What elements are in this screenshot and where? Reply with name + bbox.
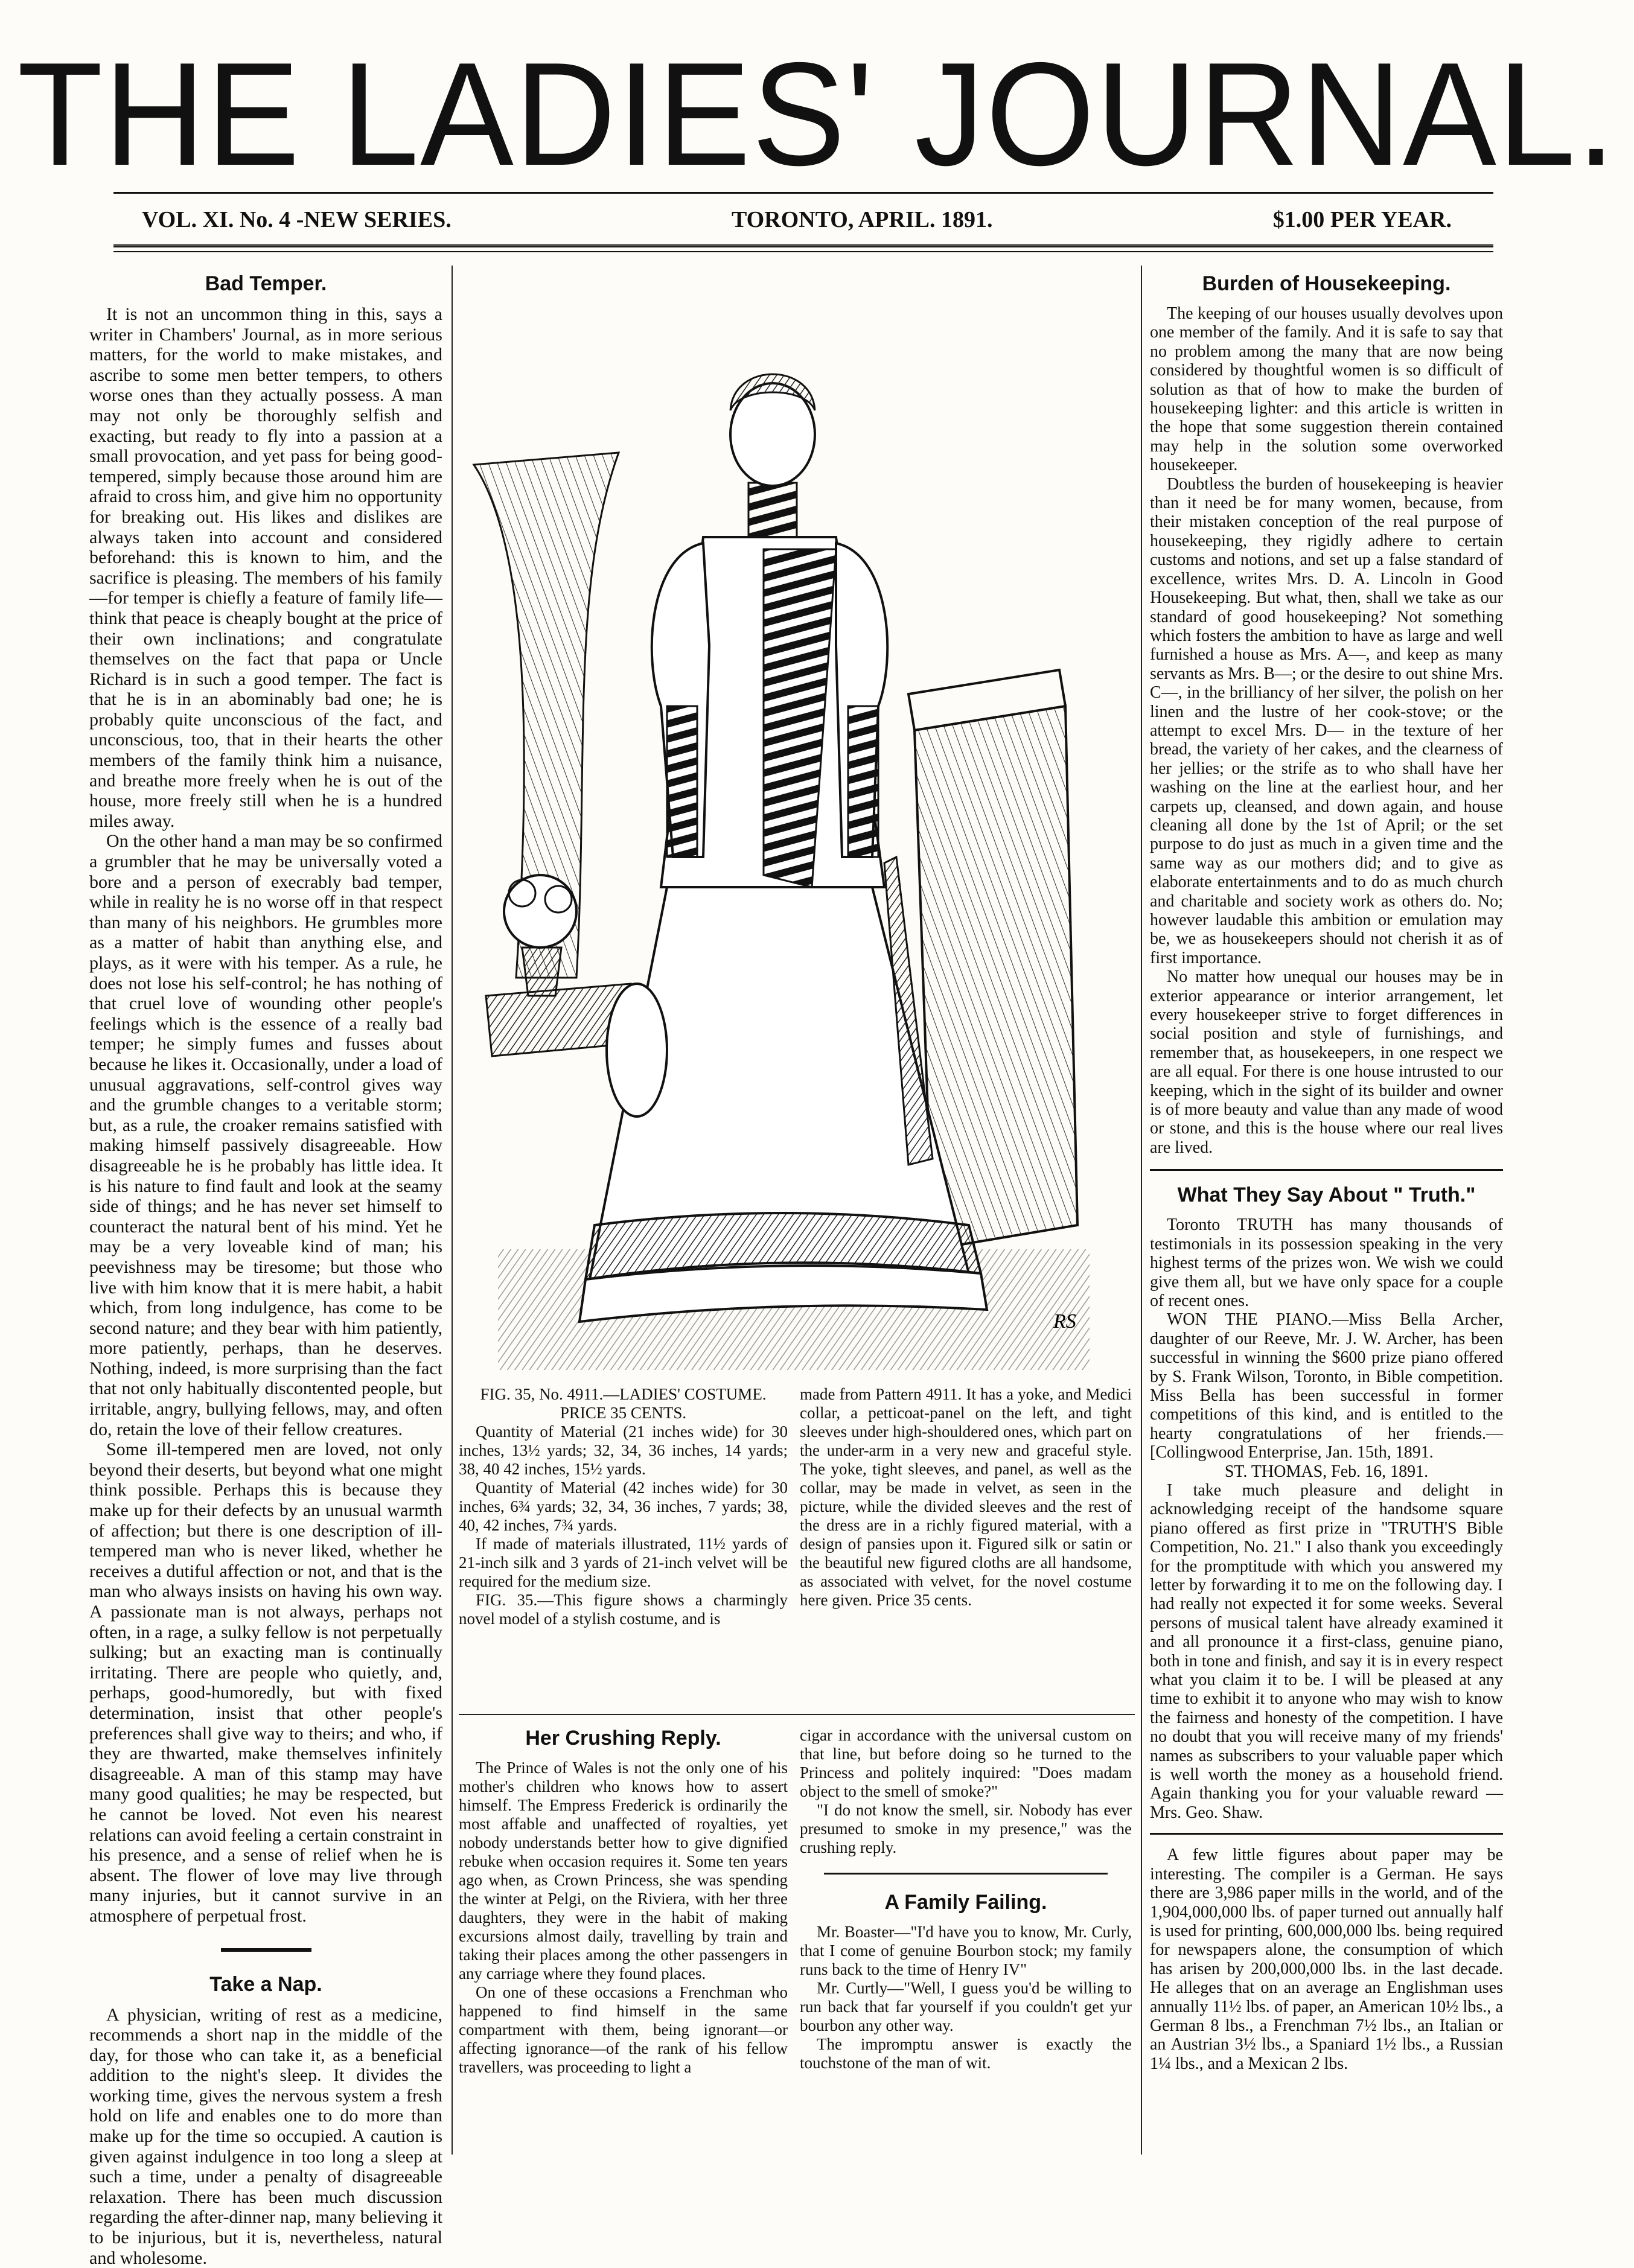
engraver-signature: RS [1053, 1310, 1076, 1333]
truth-paragraph-1: Toronto TRUTH has many thousands of testimonials in its possession speaking in the very highest terms of the prizes won. We wish we could give them all, but we have only space for a couple of recent ones. [1150, 1215, 1503, 1310]
bad-temper-heading: Bad Temper. [89, 272, 442, 296]
costume-engraving [450, 284, 1120, 1385]
place-date: TORONTO, APRIL. 1891. [732, 206, 993, 240]
figure-description-start: FIG. 35.—This figure shows a charmingly novel model of a stylish costume, and is [459, 1591, 788, 1628]
subscription-price: $1.00 PER YEAR. [1273, 206, 1452, 240]
material-quantity-2: Quantity of Material (42 inches wide) for 30 inches, 6¾ yards; 32, 34, 36 inches, 7 yards; 38, 40, 42 inches, 7¾ yards. [459, 1479, 788, 1535]
masthead-title: THE LADIES' JOURNAL. [0, 39, 1634, 191]
truth-letter: I take much pleasure and delight in acknowledging receipt of the handsome square piano offered as first prize in "TRUTH'S Bible Competition, No. 21." I also thank you exceedingly for the promptitude with which you answered my letter by forwarding it to me on the following day. I had really not expected it for some weeks. Several persons of musical talent have already examined it and all pronounce it a first-class, genuine piano, both in tone and finish, and say it is in every respect what you claim it to be. I will be pleased at any time to exhibit it to anyone who may wish to know the fairness and honesty of the competition. I have no doubt that you will receive many of my friends' names as subscribers to your valuable paper which is well worth the money as a household friend. Again thanking you for your valuable reward —Mrs. Geo. Shaw. [1150, 1481, 1503, 1822]
bad-temper-paragraph-1: It is not an uncommon thing in this, says a writer in Chambers' Journal, as in more serious matters, for the world to make mistakes, and ascribe to some men better tempers, to others worse ones than they actually possess. A man may not only be thoroughly selfish and exacting, but ready to fly into a passion at a small provocation, and yet pass for being good-tempered, simply because those around him are afraid to cross him, and give him no opportunity for breaking out. His likes and dislikes are always taken into account and considered beforehand: this is known to him, and the sacrifice is pleasing. The members of his family—for temper is chiefly a feature of family life—think that peace is cheaply bought at the price of their own inclinations; and congratulate themselves on the fact that papa or Uncle Richard is in such a good temper. The fact is that he is in an abominably bad one; he is probably quite unconscious of the fact, and unconscious, too, that in their hearts the other members of the family think him a nuisance, and breathe more freely when he is out of the house, more freely still when he is a hundred miles away. [89, 304, 442, 831]
crushing-reply-continued [800, 1726, 1132, 2072]
housekeeping-heading: Burden of Housekeeping. [1150, 272, 1503, 296]
volume-number: VOL. XI. No. 4 -NEW SERIES. [142, 206, 452, 240]
caption-column-2 [800, 1385, 1132, 1610]
crushing-reply-paragraph-1: The Prince of Wales is not the only one of his mother's children who knows how to assert himself. The Empress Frederick is ordinarily the most affable and unaffected of royalties, yet nobody understands better how to give dignified rebuke when occasion requires it. Some ten years ago when, as Crown Princess, she was spending the winter at Pelgi, on the Riviera, with her three daughters, they were in the habit of making excursions almost daily, travelling by train and taking their places among the other passengers in any carriage where they found places. [459, 1759, 788, 1983]
material-quantity-1: Quantity of Material (21 inches wide) for 30 inches, 13½ yards; 32, 34, 36 inches, 14 yards; 38, 40 42 inches, 15½ yards. [459, 1422, 788, 1479]
figure-description-end: made from Pattern 4911. It has a yoke, and Medici collar, a petticoat-panel on the left, and tight sleeves under high-shouldered ones, which part on the under-arm in a very new and graceful style. The yoke, tight sleeves, and panel, as well as the collar, may be made in velvet, as seen in the picture, while the divided sleeves and the rest of the dress are in a richly figured material, with a design of pansies upon it. Figured silk or satin or the beautiful new figured cloths are all handsome, as associated with velvet, for the novel costume here given. Price 35 cents. [800, 1385, 1132, 1610]
family-failing-paragraph-2: Mr. Curtly—"Well, I guess you'd be willing to run back that far yourself if you couldn't get yur bourbon any other way. [800, 1979, 1132, 2035]
crushing-reply-paragraph-3: cigar in accordance with the universal custom on that line, but before doing so he turned to the Princess and politely inquired: "Does madam object to the smell of smoke?" [800, 1726, 1132, 1801]
crushing-reply-paragraph-4: "I do not know the smell, sir. Nobody has ever presumed to smoke in my presence," was the crushing reply. [800, 1801, 1132, 1857]
header-rule [113, 244, 1493, 252]
housekeeping-paragraph-1: The keeping of our houses usually devolves upon one member of the family. And it is safe to say that no problem among the many that are now being considered by thoughtful women is so difficult of solution as that of how to make the burden of housekeeping lighter: and this article is written in the hope that some suggestion therein contained may help in the solution some overworked housekeeper. [1150, 304, 1503, 475]
truth-heading: What They Say About " Truth." [1150, 1183, 1503, 1207]
section-divider [1150, 1169, 1503, 1171]
paper-figures-paragraph: A few little figures about paper may be interesting. The compiler is a German. He says there are 3,986 paper mills in the world, and of the 1,904,000,000 lbs. of paper turned out annually half is used for printing, 600,000,000 lbs. being required for newspapers alone, the consumption of which has arisen by 200,000,000 lbs. in the last decade. He alleges that on an average an Englishman uses annually 11½ lbs. of paper, an American 10½ lbs., a German 8 lbs., a Frenchman 7½ lbs., an Italian or an Austrian 3½ lbs., a Spaniard 1½ lbs., a Russian 1¼ lbs., and a Mexican 2 lbs. [1150, 1846, 1503, 2073]
family-failing-paragraph-3: The impromptu answer is exactly the touchstone of the man of wit. [800, 2035, 1132, 2072]
top-rule [113, 192, 1493, 194]
bad-temper-paragraph-2: On the other hand a man may be so confirmed a grumbler that he may be universally voted a bore and a person of execrably bad temper, while in reality he is no worse off in that respect than many of his neighbors. He grumbles more as a matter of habit than anything else, and plays, as it were with his temper. As a rule, he does not lose his self-control; he has nothing of that cruel love of wounding other people's feelings which is the essence of a really bad temper; he simply fumes and fusses about because he likes it. Occasionally, under a load of unusual aggravations, self-control gives way and the grumble changes to a veritable storm; but, as a rule, the croaker remains satisfied with making himself passively disagreeable. How disagreeable he is he probably has little idea. It is his nature to find fault and look at the seamy side of things; and he has never set himself to counteract the natural bent of his mind. Yet he may be a very loveable kind of man; his peevishness may be tiresome; but those who live with him know that it is mere habit, a habit which, from long indulgence, has come to be second nature; and they bear with him patiently, more patiently, perhaps, than he deserves. Nothing, indeed, is more surprising than the fact that not only habitually discontented people, but irritable, angry, bullying fellows, may, and often do, retain the love of their fellow creatures. [89, 831, 442, 1439]
caption-title: FIG. 35, No. 4911.—LADIES' COSTUME. PRICE 35 CENTS. [459, 1385, 788, 1422]
family-failing-heading: A Family Failing. [800, 1890, 1132, 1914]
caption-rule [459, 1714, 1135, 1715]
right-column [1150, 272, 1503, 2073]
crushing-reply-heading: Her Crushing Reply. [459, 1726, 788, 1750]
medici-collar [748, 483, 797, 537]
take-a-nap-paragraph: A physician, writing of rest as a medicine, recommends a short nap in the middle of the day, for those who can take it, as a beneficial addition to the night's sleep. It divides the working time, gives the nervous system a fresh hold on life and enables one to do more than make up for the time so occupied. A caution is given against indulgence in too long a sleep at such a time, under a penalty of disagreeable relaxation. There has been much discussion regarding the after-dinner nap, many believing it to be injurious, but it is, nevertheless, natural and wholesome. [89, 2005, 442, 2268]
crushing-reply-column [459, 1726, 788, 2077]
issue-line [142, 206, 1452, 240]
feather-fan [607, 984, 667, 1116]
section-divider [1150, 1833, 1503, 1835]
column-rule-right [1141, 266, 1142, 2155]
left-column [89, 272, 442, 2268]
caption-column-1 [459, 1385, 788, 1628]
material-quantity-3: If made of materials illustrated, 11½ yards of 21-inch silk and 3 yards of 21-inch velvet will be required for the medium size. [459, 1535, 788, 1591]
costume-illustration [450, 284, 1120, 1385]
section-divider [221, 1948, 311, 1952]
housekeeping-paragraph-3: No matter how unequal our houses may be in exterior appearance or interior arrangement, let every housekeeper strive to forget differences in social position and style of furnishings, and remember that, as housekeepers, in one respect we are all equal. For there is one house intrusted to our keeping, which in the sight of its builder and owner is of more beauty and value than any made of wood or stone, and this is the house where our real lives are lived. [1150, 967, 1503, 1157]
truth-dateline: ST. THOMAS, Feb. 16, 1891. [1150, 1462, 1503, 1481]
section-divider [824, 1873, 1108, 1875]
bad-temper-paragraph-3: Some ill-tempered men are loved, not only beyond their deserts, but beyond what one might think possible. Perhaps this is because they make up for their defects by an unusual warmth of affection; but there is one description of ill-tempered man who is never liked, whether he receives a dutiful affection or not, and that is the man who always insists on having his own way. A passionate man is not always, perhaps not often, in a rage, a sulky fellow is not perpetually sulking; but an exacting man is continually irritating. There are people who quietly, and, perhaps, good-humoredly, but with fixed determination, insist that other people's preferences shall give way to theirs; and who, if they are thwarted, make themselves infinitely disagreeable. A man of this stamp may have many good qualities; he may be respected, but he cannot be loved. Not even his nearest relations can avoid feeling a certain constraint in his presence, and a sense of relief when he is absent. The flower of love may live through many injuries, but it cannot survive in an atmosphere of perpetual frost. [89, 1439, 442, 1926]
truth-paragraph-2: WON THE PIANO.—Miss Bella Archer, daughter of our Reeve, Mr. J. W. Archer, has been successful in winning the $600 prize piano offered by S. Frank Wilson, Toronto, in Bible competition. Miss Bella has been successful in former competitions of this kind, and is entitled to the hearty congratulations of her friends.—[Collingwood Enterprise, Jan. 15th, 1891. [1150, 1310, 1503, 1462]
crushing-reply-paragraph-2: On one of these occasions a Frenchman who happened to find himself in the same compartment with them, being ignorant—or affecting ignorance—of the rank of his fellow travellers, was proceeding to light a [459, 1983, 788, 2077]
family-failing-paragraph-1: Mr. Boaster—"I'd have you to know, Mr. Curly, that I come of genuine Bourbon stock; my family runs back to the time of Henry IV" [800, 1923, 1132, 1979]
housekeeping-paragraph-2: Doubtless the burden of housekeeping is heavier than it need be for many women, because, from their mistaken conception of the real purpose of housekeeping, they rigidly adhere to certain customs and notions, and set up a false standard of excellence, writes Mrs. D. A. Lincoln in Good Housekeeping. But what, then, shall we take as our standard of good housekeeping? Not something which fosters the ambition to have as large and well furnished a house as Mrs. A—, and keep as many servants as Mrs. B—; or the desire to out shine Mrs. C—, in the brilliancy of her silver, the polish on her linen and the lustre of her cook-stove; or the attempt to excel Mrs. D— in the texture of her bread, the variety of her cakes, and the clearness of her jellies; or the strife as to who shall have her washing on the line at the earliest hour, and her carpets up, cleansed, and down again, and house cleaning all done by the 1st of April; or the set purpose to do just as much in a given time and the same way as our mothers did; and to give as elaborate entertainments and to do as much church and charitable and society work as others do. No; however laudable this ambition or emulation may be, we as housekeepers should not cherish it as of first importance. [1150, 475, 1503, 968]
take-a-nap-heading: Take a Nap. [89, 1972, 442, 1996]
